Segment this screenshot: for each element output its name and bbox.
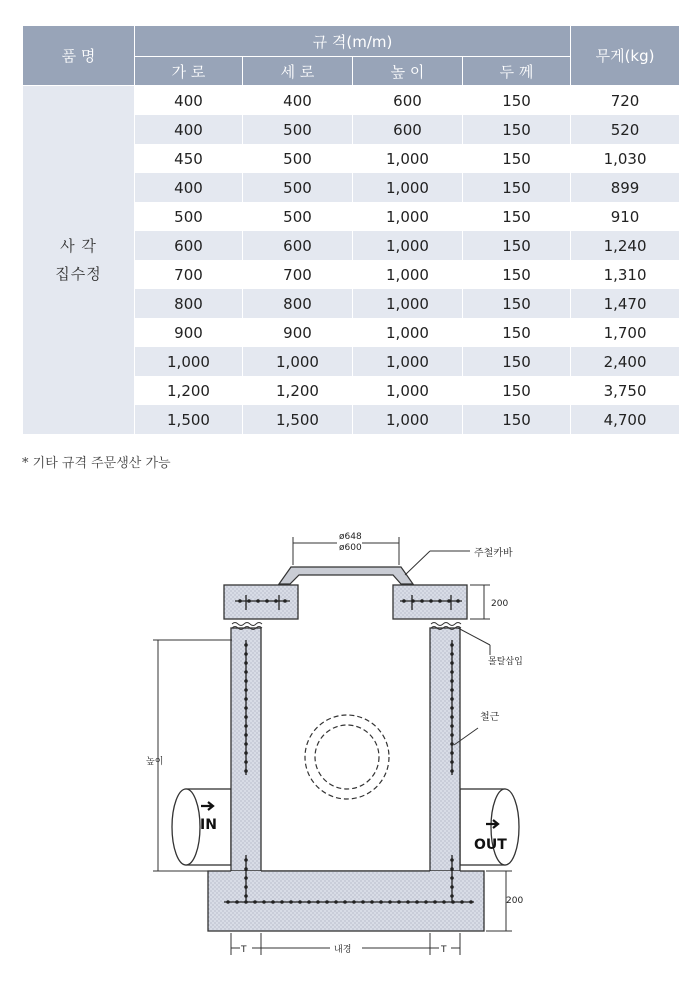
out-label: OUT	[474, 837, 507, 853]
header-spec-group: 규 격(m/m)	[135, 26, 571, 57]
rebar-dot	[343, 900, 347, 904]
rebar-dot	[352, 900, 356, 904]
rebar-dot	[244, 670, 248, 674]
rebar-dot	[424, 900, 428, 904]
table-cell: 150	[463, 115, 571, 144]
table-cell: 1,000	[353, 347, 463, 376]
table-cell: 910	[571, 202, 680, 231]
table-cell: 1,700	[571, 318, 680, 347]
table-cell: 1,470	[571, 289, 680, 318]
rebar-dot	[244, 724, 248, 728]
table-cell: 1,000	[353, 260, 463, 289]
cover-label: 주철카바	[474, 548, 513, 559]
table-cell: 3,750	[571, 376, 680, 405]
rebar-dot	[450, 894, 454, 898]
table-cell: 700	[243, 260, 353, 289]
table-cell: 899	[571, 173, 680, 202]
table-cell: 600	[243, 231, 353, 260]
rebar-label: 철근	[480, 712, 500, 723]
table-cell: 150	[463, 347, 571, 376]
rebar-dot	[244, 760, 248, 764]
table-cell: 1,200	[243, 376, 353, 405]
rebar-dot	[283, 599, 287, 603]
rebar-dot	[450, 670, 454, 674]
table-cell: 500	[243, 144, 353, 173]
table-cell: 1,030	[571, 144, 680, 173]
product-name-line: 사 각	[60, 237, 97, 255]
rebar-dot	[429, 599, 433, 603]
rebar-dot	[450, 733, 454, 737]
rebar-dot	[442, 900, 446, 904]
table-cell: 1,000	[353, 173, 463, 202]
table-cell: 800	[243, 289, 353, 318]
custom-order-note: * 기타 규격 주문생산 가능	[22, 456, 171, 471]
rebar-dot	[450, 760, 454, 764]
product-name-line: 집수정	[55, 265, 102, 283]
dim-outer: ø648	[339, 532, 362, 542]
rebar-dot	[262, 900, 266, 904]
table-cell: 150	[463, 231, 571, 260]
rebar-dot	[244, 867, 248, 871]
table-cell: 1,000	[353, 289, 463, 318]
rebar-dot	[238, 599, 242, 603]
table-cell: 1,200	[135, 376, 243, 405]
table-cell: 400	[135, 86, 243, 116]
table-cell: 1,240	[571, 231, 680, 260]
rebar-dot	[450, 697, 454, 701]
cast-iron-cover	[279, 567, 413, 584]
inner-dimension-label: 내경	[334, 945, 352, 955]
header-length: 세 로	[243, 57, 353, 86]
rebar-dot	[280, 900, 284, 904]
table-cell: 400	[135, 173, 243, 202]
rebar-dot	[450, 688, 454, 692]
table-cell: 400	[243, 86, 353, 116]
table-cell: 1,000	[353, 376, 463, 405]
wall-opening-dashed	[305, 715, 389, 799]
rebar-dot	[397, 900, 401, 904]
rebar-dot	[244, 769, 248, 773]
rebar-dot	[379, 900, 383, 904]
rebar-dot	[334, 900, 338, 904]
header-weight: 무게(kg)	[571, 26, 680, 86]
dim-inner: ø600	[339, 543, 362, 553]
rebar-dot	[450, 652, 454, 656]
rebar-dot	[244, 679, 248, 683]
table-cell: 150	[463, 86, 571, 116]
rebar-dot	[226, 900, 230, 904]
rebar-dot	[438, 599, 442, 603]
rebar-dot	[420, 599, 424, 603]
rebar-dot	[247, 599, 251, 603]
table-cell: 500	[243, 115, 353, 144]
rebar-dot	[289, 900, 293, 904]
table-cell: 2,400	[571, 347, 680, 376]
rebar-dot	[450, 876, 454, 880]
table-cell: 150	[463, 289, 571, 318]
table-cell: 600	[135, 231, 243, 260]
height-label: 높이	[146, 757, 164, 767]
rebar-dot	[450, 679, 454, 683]
rebar-dot	[244, 894, 248, 898]
rebar-dot	[450, 742, 454, 746]
rebar-dot	[244, 643, 248, 647]
table-cell: 400	[135, 115, 243, 144]
rebar-dot	[307, 900, 311, 904]
table-cell: 720	[571, 86, 680, 116]
table-cell: 500	[243, 173, 353, 202]
table-cell: 900	[243, 318, 353, 347]
rebar-dot	[325, 900, 329, 904]
table-cell: 1,000	[353, 318, 463, 347]
table-cell: 150	[463, 173, 571, 202]
rebar-dot	[361, 900, 365, 904]
table-cell: 1,000	[353, 405, 463, 434]
rebar-dot	[450, 706, 454, 710]
rebar-dot	[244, 876, 248, 880]
rebar-dot	[456, 599, 460, 603]
mortar-label: 몰탈삽입	[488, 657, 523, 667]
table-cell: 1,310	[571, 260, 680, 289]
rebar-dot	[411, 599, 415, 603]
rebar-dot	[316, 900, 320, 904]
table-cell: 900	[135, 318, 243, 347]
rebar-dot	[406, 900, 410, 904]
rebar-dot	[447, 599, 451, 603]
table-cell: 150	[463, 260, 571, 289]
rebar-dot	[244, 688, 248, 692]
table-cell: 500	[135, 202, 243, 231]
rebar-dot	[450, 885, 454, 889]
rebar-dot	[469, 900, 473, 904]
rebar-dot	[450, 724, 454, 728]
table-cell: 1,500	[243, 405, 353, 434]
rebar-dot	[460, 900, 464, 904]
table-cell: 150	[463, 318, 571, 347]
rebar-dot	[244, 652, 248, 656]
header-width: 가 로	[135, 57, 243, 86]
rebar-dot	[450, 769, 454, 773]
rebar-dot	[451, 900, 455, 904]
rebar-dot	[271, 900, 275, 904]
rebar-dot	[244, 697, 248, 701]
lid-height-label: 200	[491, 599, 509, 609]
rebar-dot	[450, 867, 454, 871]
base-height-label: 200	[506, 896, 524, 906]
rebar-dot	[244, 885, 248, 889]
header-thickness: 두 께	[463, 57, 571, 86]
rebar-dot	[244, 715, 248, 719]
table-cell: 1,000	[353, 231, 463, 260]
rebar-dot	[244, 706, 248, 710]
table-cell: 150	[463, 405, 571, 434]
in-label: IN	[200, 817, 217, 833]
table-cell: 520	[571, 115, 680, 144]
rebar-dot	[265, 599, 269, 603]
rebar-dot	[244, 661, 248, 665]
rebar-dot	[415, 900, 419, 904]
table-cell: 500	[243, 202, 353, 231]
table-cell: 4,700	[571, 405, 680, 434]
table-cell: 1,000	[353, 202, 463, 231]
t-right-label: T	[441, 945, 447, 955]
table-cell: 600	[353, 115, 463, 144]
rebar-dot	[244, 733, 248, 737]
rebar-dot	[274, 599, 278, 603]
rebar-dot	[370, 900, 374, 904]
table-cell: 1,000	[353, 144, 463, 173]
rebar-dot	[433, 900, 437, 904]
rebar-dot	[256, 599, 260, 603]
table-cell: 450	[135, 144, 243, 173]
header-product-name: 품 명	[23, 26, 135, 86]
rebar-dot	[244, 858, 248, 862]
mortar-joints	[232, 623, 461, 630]
table-cell: 150	[463, 202, 571, 231]
t-left-label: T	[241, 945, 247, 955]
header-height: 높 이	[353, 57, 463, 86]
table-cell: 1,000	[243, 347, 353, 376]
table-cell: 150	[463, 376, 571, 405]
table-cell: 1,500	[135, 405, 243, 434]
rebar-dot	[244, 742, 248, 746]
rebar-dot	[298, 900, 302, 904]
rebar-dot	[253, 900, 257, 904]
outlet-pipe	[460, 789, 519, 865]
rebar-dot	[388, 900, 392, 904]
rebar-dot	[450, 858, 454, 862]
basin-walls	[208, 628, 484, 931]
rebar-dot	[244, 751, 248, 755]
table-cell: 600	[353, 86, 463, 116]
rebar-dot	[244, 900, 248, 904]
rebar-dot	[450, 715, 454, 719]
rebar-dot	[402, 599, 406, 603]
table-cell: 800	[135, 289, 243, 318]
table-cell: 700	[135, 260, 243, 289]
table-cell: 150	[463, 144, 571, 173]
rebar-dot	[450, 661, 454, 665]
table-cell: 1,000	[135, 347, 243, 376]
rebar-dot	[235, 900, 239, 904]
rebar-dot	[450, 751, 454, 755]
rebar-dot	[450, 643, 454, 647]
